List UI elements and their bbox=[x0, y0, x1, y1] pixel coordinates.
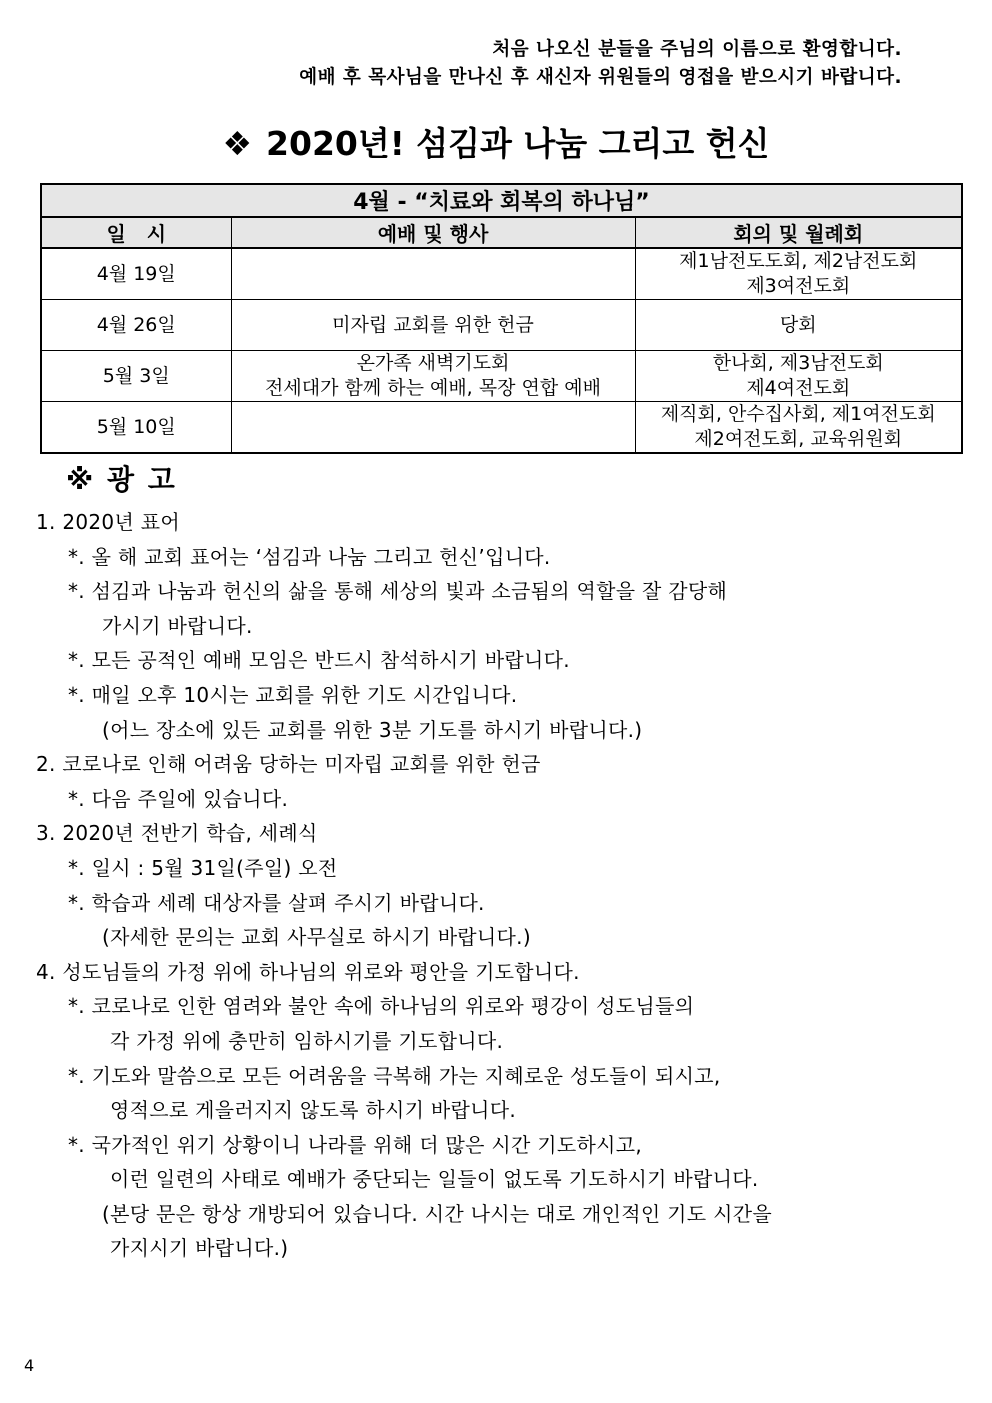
welcome-message bbox=[299, 36, 902, 92]
row-events bbox=[231, 248, 635, 300]
announcement-note: 가지시기 바랍니다.) bbox=[110, 1236, 289, 1261]
table-row bbox=[41, 248, 962, 300]
table-row bbox=[41, 351, 962, 402]
diamond-icon: ❖ bbox=[222, 124, 253, 163]
announcement-continuation: 영적으로 게을러지지 않도록 하시기 바랍니다. bbox=[110, 1098, 517, 1123]
header-events: 예배 및 행사 bbox=[231, 217, 635, 248]
row-events: 온가족 새벽기도회 전세대가 함께 하는 예배, 목장 연합 예배 bbox=[231, 351, 635, 402]
row-meetings: 제직회, 안수집사회, 제1여전도회 제2여전도회, 교육위원회 bbox=[635, 402, 962, 454]
row-date: 5월 10일 bbox=[41, 402, 231, 454]
announcement-item: *. 올 해 교회 표어는 ‘섬김과 나눔 그리고 헌신’입니다. bbox=[68, 544, 551, 569]
announcement-continuation: 각 가정 위에 충만히 임하시기를 기도합니다. bbox=[110, 1028, 504, 1053]
announcement-heading: 3. 2020년 전반기 학습, 세례식 bbox=[36, 821, 318, 846]
table-row bbox=[41, 300, 962, 351]
announcement-item: *. 코로나로 인한 염려와 불안 속에 하나님의 위로와 평강이 성도님들의 bbox=[68, 994, 695, 1019]
month-title-row bbox=[41, 184, 962, 217]
announcement-item: *. 섬김과 나눔과 헌신의 삶을 통해 세상의 빛과 소금됨의 역할을 잘 감당해 bbox=[68, 579, 728, 604]
table-row bbox=[41, 402, 962, 454]
row-date: 5월 3일 bbox=[41, 351, 231, 402]
page-title-text: 2020년! 섬김과 나눔 그리고 헌신 bbox=[266, 124, 770, 163]
announcement-item: *. 매일 오후 10시는 교회를 위한 기도 시간입니다. bbox=[68, 682, 518, 707]
announcements-header: ※ 광 고 bbox=[66, 463, 177, 496]
announcement-note: (본당 문은 항상 개방되어 있습니다. 시간 나시는 대로 개인적인 기도 시간을 bbox=[102, 1201, 772, 1226]
announcement-item: *. 학습과 세례 대상자를 살펴 주시기 바랍니다. bbox=[68, 890, 485, 915]
row-events: 미자립 교회를 위한 헌금 bbox=[231, 300, 635, 351]
announcement-heading: 1. 2020년 표어 bbox=[36, 510, 180, 534]
month-title: 4월 - “치료와 회복의 하나님” bbox=[41, 184, 962, 217]
welcome-line-1: 처음 나오신 분들을 주님의 이름으로 환영합니다. bbox=[492, 39, 902, 60]
announcement-note: (자세한 문의는 교회 사무실로 하시기 바랍니다.) bbox=[102, 925, 531, 950]
schedule-header-row bbox=[41, 217, 962, 248]
header-date: 일 시 bbox=[41, 217, 231, 248]
row-meetings: 당회 bbox=[635, 300, 962, 351]
schedule-table bbox=[40, 183, 963, 454]
announcement-heading: 4. 성도님들의 가정 위에 하나님의 위로와 평안을 기도합니다. bbox=[36, 959, 580, 984]
announcement-item: *. 일시 : 5월 31일(주일) 오전 bbox=[68, 855, 338, 880]
row-events bbox=[231, 402, 635, 454]
announcement-heading: 2. 코로나로 인해 어려움 당하는 미자립 교회를 위한 헌금 bbox=[36, 752, 541, 777]
welcome-line-2: 예배 후 목사님을 만나신 후 새신자 위원들의 영접을 받으시기 바랍니다. bbox=[299, 67, 902, 88]
announcement-item: *. 기도와 말씀으로 모든 어려움을 극복해 가는 지혜로운 성도들이 되시고, bbox=[68, 1063, 721, 1088]
announcement-item: *. 모든 공적인 예배 모임은 반드시 참석하시기 바랍니다. bbox=[68, 648, 570, 673]
page-title bbox=[0, 118, 992, 165]
row-meetings: 제1남전도도회, 제2남전도회 제3여전도회 bbox=[635, 248, 962, 300]
announcement-item: *. 국가적인 위기 상황이니 나라를 위해 더 많은 시간 기도하시고, bbox=[68, 1132, 643, 1157]
page-number: 4 bbox=[24, 1356, 35, 1375]
announcements-list bbox=[36, 505, 936, 1266]
announcement-note: (어느 장소에 있든 교회를 위한 3분 기도를 하시기 바랍니다.) bbox=[102, 717, 643, 742]
announcement-continuation: 이런 일련의 사태로 예배가 중단되는 일들이 없도록 기도하시기 바랍니다. bbox=[110, 1167, 759, 1192]
row-date: 4월 19일 bbox=[41, 248, 231, 300]
header-meetings: 회의 및 월례회 bbox=[635, 217, 962, 248]
row-date: 4월 26일 bbox=[41, 300, 231, 351]
row-meetings: 한나회, 제3남전도회 제4여전도회 bbox=[635, 351, 962, 402]
announcement-item: *. 다음 주일에 있습니다. bbox=[68, 786, 289, 811]
announcement-continuation: 가시기 바랍니다. bbox=[102, 613, 253, 638]
